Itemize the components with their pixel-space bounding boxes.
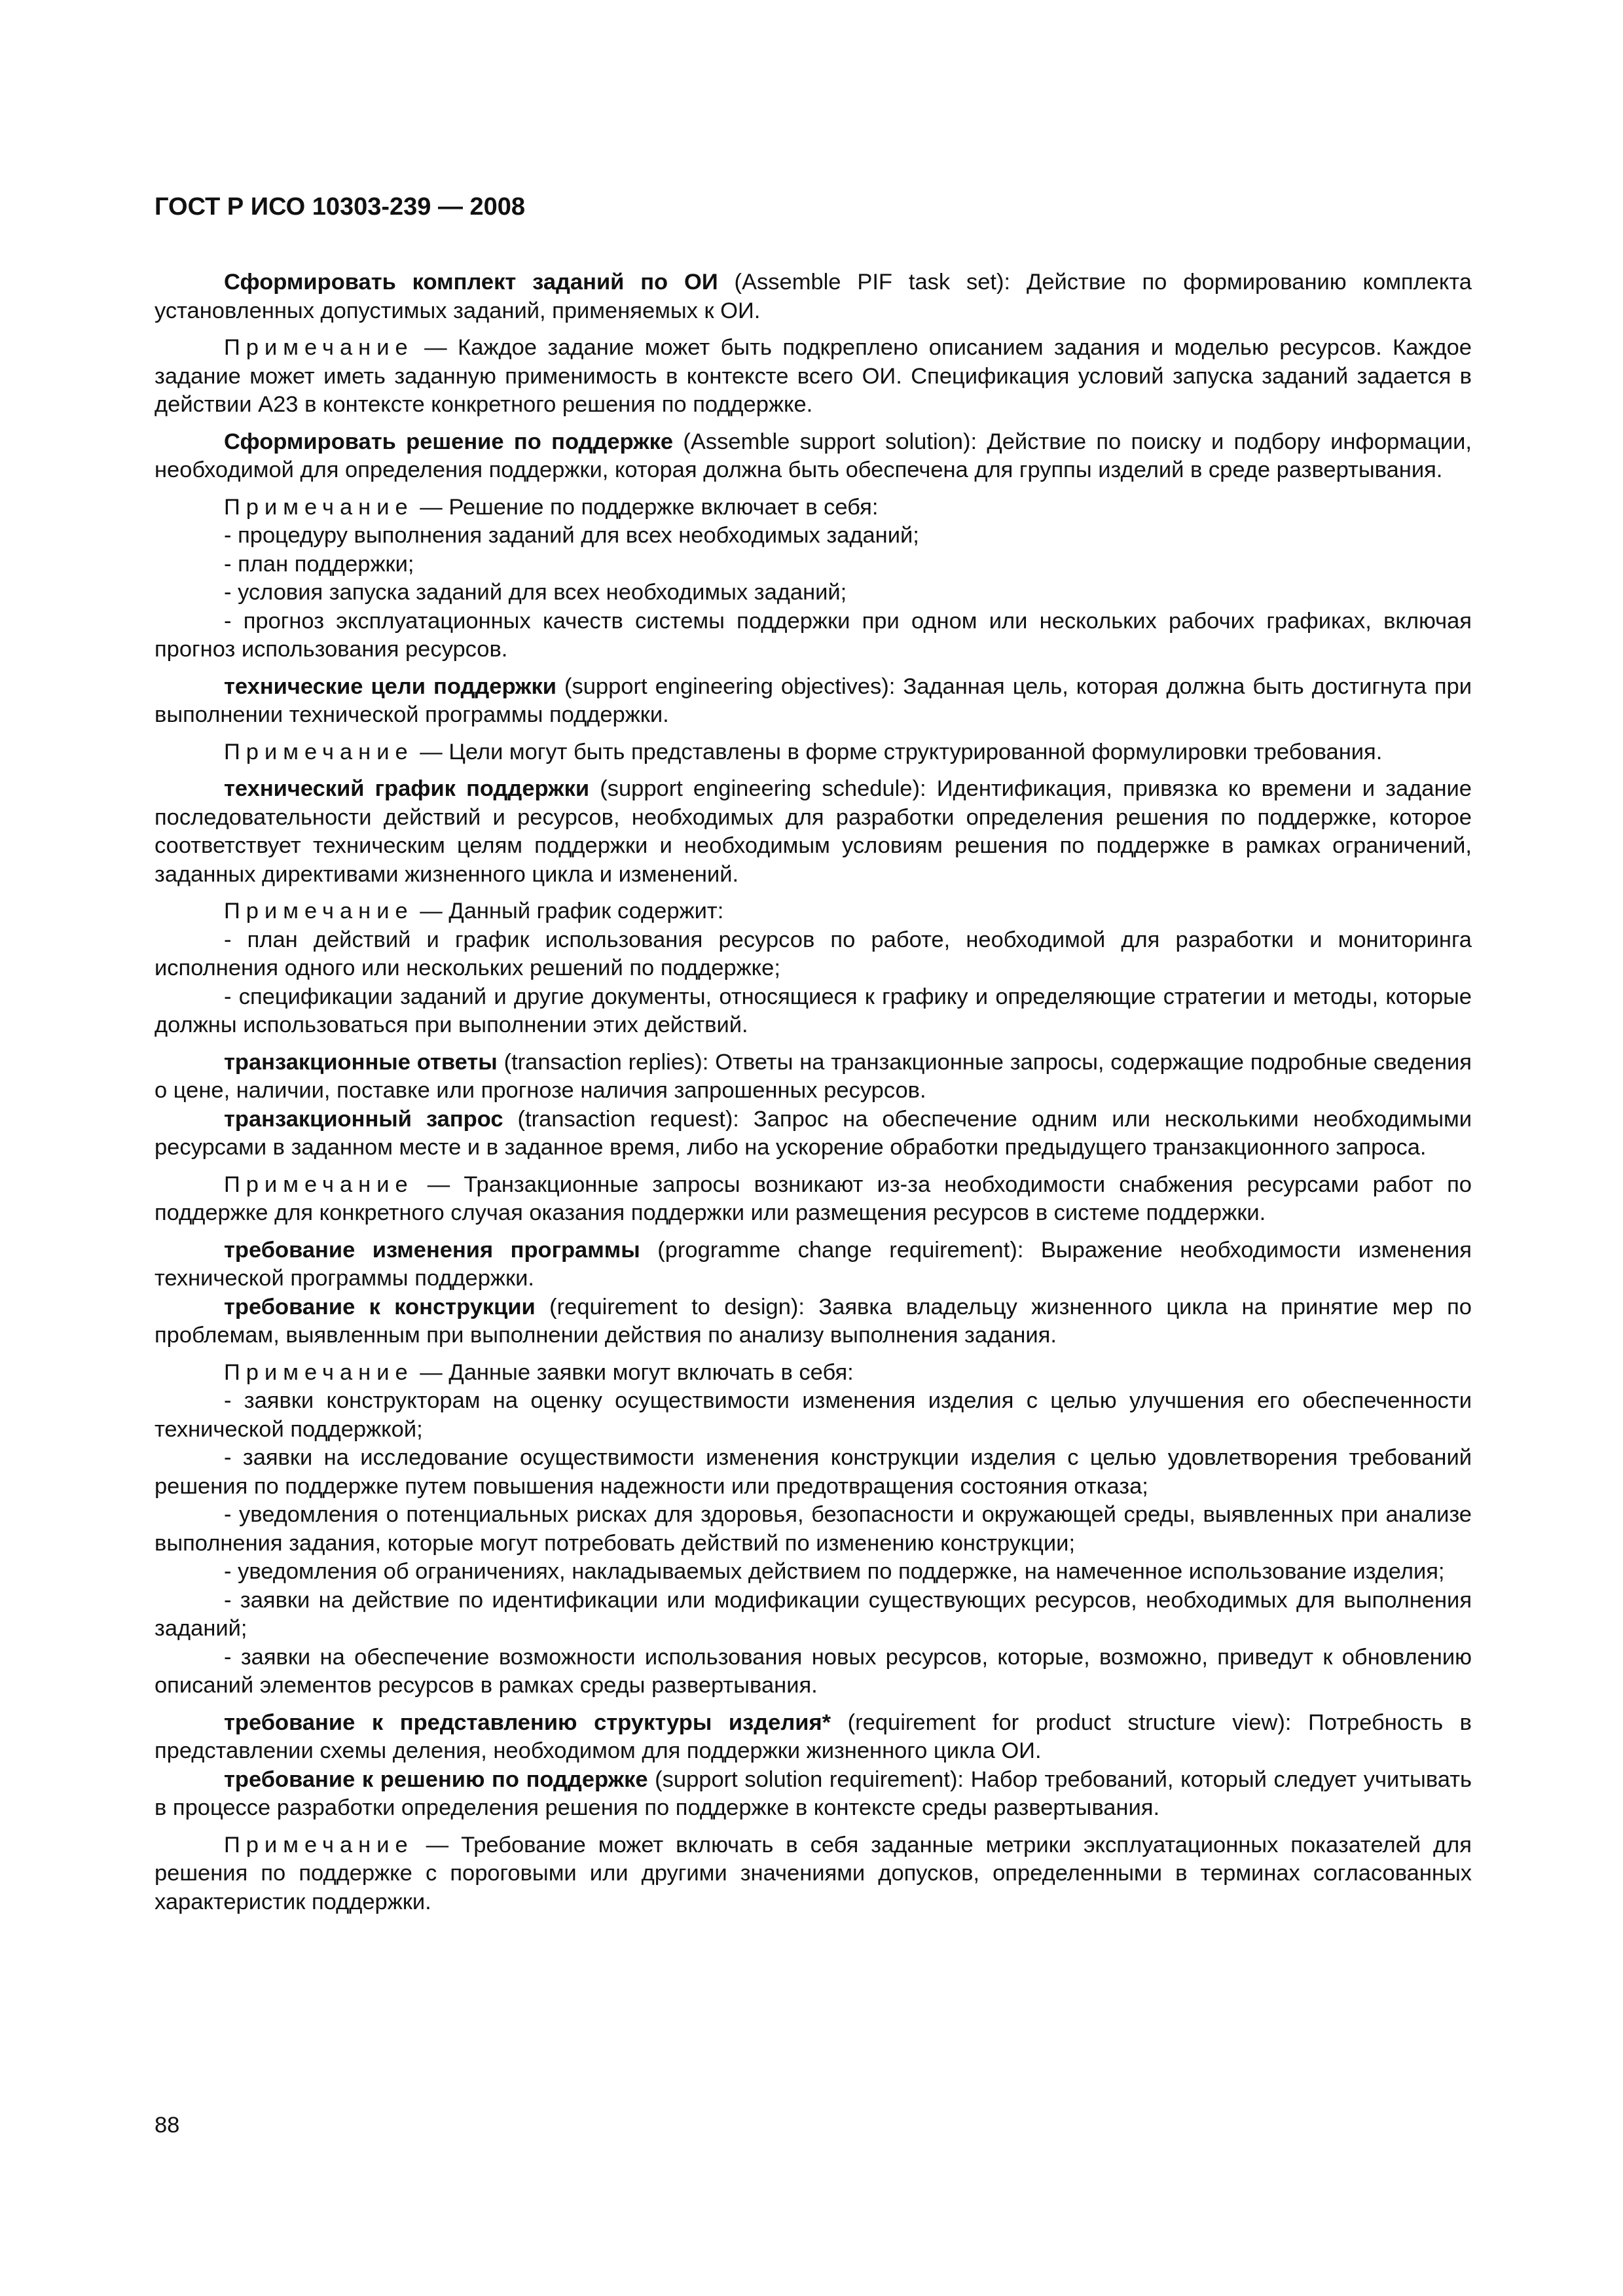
note-text: — Требование может включать в себя заданные метрики эксплуатационных показателей для решения по поддержке с пороговыми или другими значениями допусков, определенными в терминах согласованных характеристик поддержки.: [155, 1832, 1472, 1914]
term: требование к конструкции: [224, 1294, 536, 1319]
definition-paragraph: [155, 1293, 1472, 1350]
definition-paragraph: [155, 1709, 1472, 1766]
term: технический график поддержки: [224, 776, 590, 801]
definition-paragraph: [155, 428, 1472, 485]
page-number: 88: [155, 2113, 180, 2138]
note-list-item: - план поддержки;: [224, 551, 414, 577]
note-list-item: - заявки на обеспечение возможности использования новых ресурсов, которые, возможно, приведут к обновлению описаний элементов ресурсов в рамках среды развертывания.: [155, 1644, 1472, 1698]
note-paragraph: [155, 1831, 1472, 1917]
entries-list: [155, 268, 1472, 1916]
definition-text: (support engineering schedule): Идентификация, привязка ко времени и задание последовательности действий и ресурсов, необходимых для разработки определения решения по поддержке, которое соответствует техническим целям поддержки и необходимым условиям решения по поддержке в рамках ограничений, заданных директивами жизненного цикла и изменений.: [155, 776, 1472, 887]
note-list-item: - заявки на действие по идентификации или модификации существующих ресурсов, необходимых для выполнения заданий;: [155, 1587, 1472, 1641]
definition-text: (requirement to design): Заявка владельцу жизненного цикла на принятие мер по проблемам, выявленным при выполнении действия по анализу выполнения задания.: [155, 1294, 1472, 1348]
note-paragraph: [155, 1171, 1472, 1228]
definition-paragraph: [155, 1766, 1472, 1823]
definition-text: (transaction replies): Ответы на транзакционные запросы, содержащие подробные сведения о цене, наличии, поставке или прогнозе наличия запрошенных ресурсов.: [155, 1049, 1472, 1103]
term: требование к решению по поддержке: [224, 1767, 648, 1792]
note-label: Примечание: [224, 335, 414, 360]
note-paragraph: [155, 897, 1472, 926]
note-label: Примечание: [224, 1172, 414, 1197]
term: Сформировать решение по поддержке: [224, 429, 674, 454]
note-label: Примечание: [224, 1832, 414, 1857]
term: Сформировать комплект заданий по ОИ: [224, 270, 718, 295]
note-list-item: - заявки на исследование осуществимости изменения конструкции изделия с целью удовлетворения требований решения по поддержке путем повышения надежности или предотвращения состояния отказа;: [155, 1445, 1472, 1499]
definition-text: (programme change requirement): Выражение необходимости изменения технической программы поддержки.: [155, 1237, 1472, 1291]
note-text: — Транзакционные запросы возникают из-за необходимости снабжения ресурсами работ по поддержке для конкретного случая оказания поддержки или размещения ресурсов в системе поддержки.: [155, 1172, 1472, 1225]
note-paragraph: [155, 738, 1472, 767]
document-header: ГОСТ Р ИСО 10303-239 — 2008: [155, 193, 526, 221]
note-paragraph: [155, 1359, 1472, 1388]
page-body: [155, 191, 1472, 1916]
note-text: — Цели могут быть представлены в форме структурированной формулировки требования.: [413, 739, 1383, 764]
definition-paragraph: [155, 673, 1472, 730]
term: требование к представлению структуры изделия*: [224, 1710, 831, 1735]
note-text: — Решение по поддержке включает в себя:: [413, 494, 879, 520]
note-label: Примечание: [224, 494, 414, 520]
definition-text: (support engineering objectives): Заданная цель, которая должна быть достигнута при выполнении технической программы поддержки.: [155, 673, 1472, 727]
note-list-item: - уведомления об ограничениях, накладываемых действием по поддержке, на намеченное использование изделия;: [224, 1559, 1445, 1584]
definition-text: (requirement for product structure view): Потребность в представлении схемы деления, необходимом для поддержки жизненного цикла ОИ.: [155, 1710, 1472, 1763]
note-label: Примечание: [224, 899, 414, 924]
note-text: — Каждое задание может быть подкреплено описанием задания и моделью ресурсов. Каждое задание может иметь заданную применимость в контексте всего ОИ. Спецификация условий запуска заданий задается в действии А23 в контексте конкретного решения по поддержке.: [155, 335, 1472, 417]
note-paragraph: [155, 493, 1472, 522]
note-list-item: - прогноз эксплуатационных качеств системы поддержки при одном или нескольких рабочих графиках, включая прогноз использования ресурсов.: [155, 608, 1472, 662]
definition-text: (support solution requirement): Набор требований, который следует учитывать в процессе разработки определения решения по поддержке в контексте среды развертывания.: [155, 1767, 1472, 1820]
note-list-item: - план действий и график использования ресурсов по работе, необходимой для разработки и мониторинга исполнения одного или нескольких решений по поддержке;: [155, 927, 1472, 980]
definition-text: (Assemble support solution): Действие по поиску и подбору информации, необходимой для определения поддержки, которая должна быть обеспечена для группы изделий в среде развертывания.: [155, 429, 1472, 482]
note-label: Примечание: [224, 1359, 414, 1385]
note-text: — Данный график содержит:: [413, 899, 724, 924]
note-list-item: - уведомления о потенциальных рисках для здоровья, безопасности и окружающей среды, выявленных при анализе выполнения задания, которые могут потребовать действий по изменению конструкции;: [155, 1502, 1472, 1556]
definition-paragraph: [155, 1105, 1472, 1162]
note-list-item: - спецификации заданий и другие документы, относящиеся к графику и определяющие стратегии и методы, которые должны использоваться при выполнении этих действий.: [155, 984, 1472, 1037]
note-list-item: - условия запуска заданий для всех необходимых заданий;: [224, 580, 847, 605]
definition-paragraph: [155, 1236, 1472, 1293]
definition-paragraph: [155, 1049, 1472, 1105]
note-label: Примечание: [224, 739, 414, 764]
note-paragraph: [155, 334, 1472, 420]
definition-text: (Assemble PIF task set): Действие по формированию комплекта установленных допустимых заданий, применяемых к ОИ.: [155, 270, 1472, 323]
term: транзакционный запрос: [224, 1106, 503, 1132]
term: технические цели поддержки: [224, 673, 556, 699]
definition-text: (transaction request): Запрос на обеспечение одним или несколькими необходимыми ресурсами в заданном месте и в заданное время, либо на ускорение обработки предыдущего транзакционного запроса.: [155, 1106, 1472, 1160]
definition-paragraph: [155, 268, 1472, 325]
note-text: — Данные заявки могут включать в себя:: [413, 1359, 854, 1385]
term: транзакционные ответы: [224, 1049, 498, 1075]
definition-paragraph: [155, 775, 1472, 889]
note-list-item: - процедуру выполнения заданий для всех необходимых заданий;: [224, 523, 919, 548]
note-list-item: - заявки конструкторам на оценку осуществимости изменения изделия с целью улучшения его обеспеченности технической поддержкой;: [155, 1388, 1472, 1442]
term: требование изменения программы: [224, 1237, 640, 1263]
